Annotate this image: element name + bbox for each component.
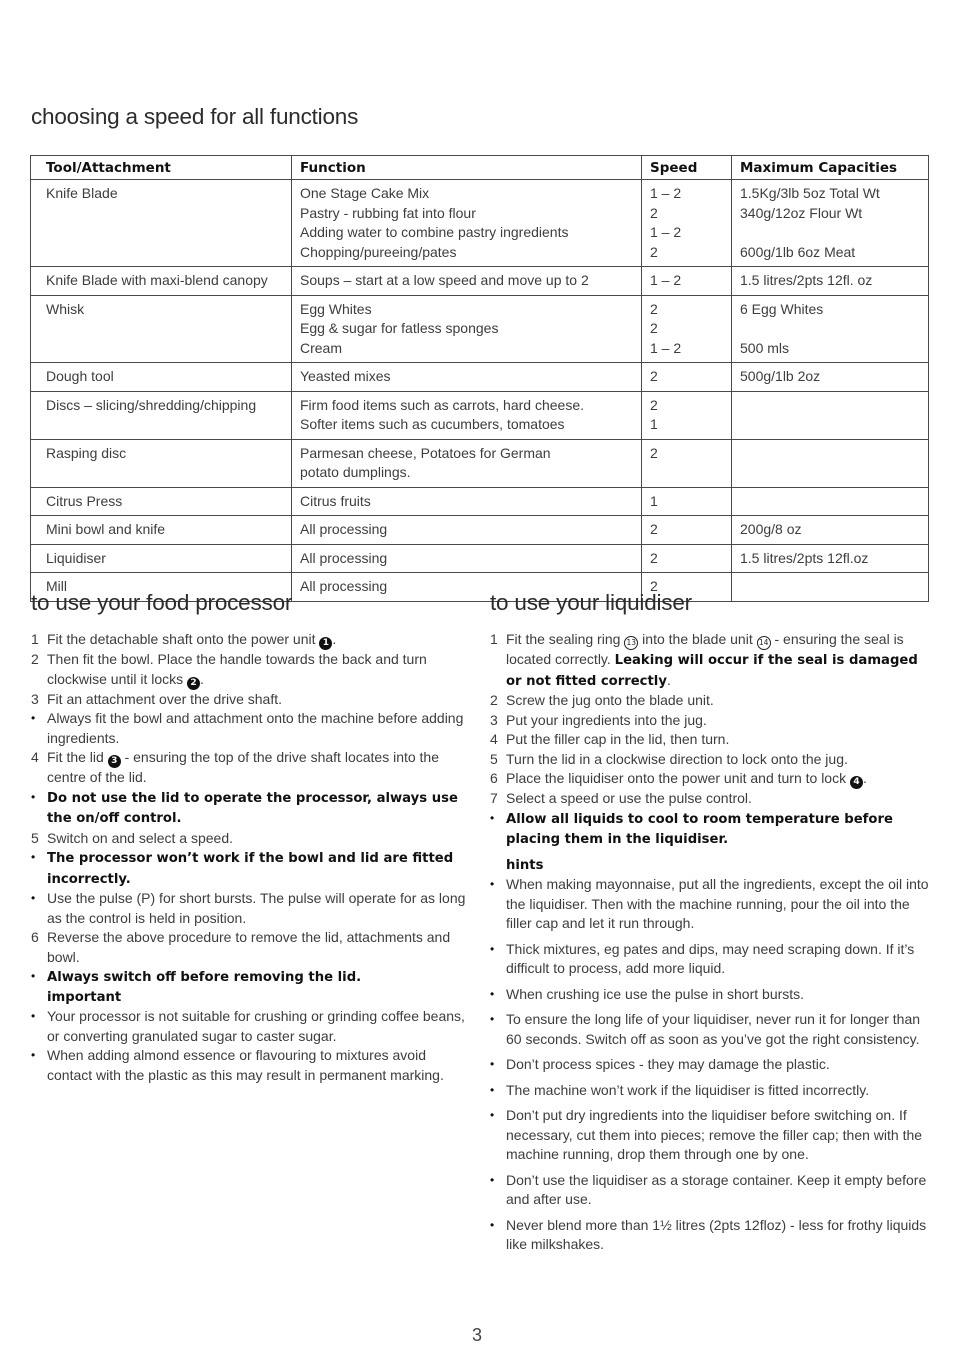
- item-text: [506, 712, 707, 728]
- cell-capacity-line: 1.5 litres/2pts 12fl.oz: [740, 549, 869, 566]
- bullet-item: [31, 788, 471, 829]
- table-header-row: [31, 156, 929, 180]
- step-number: 5: [490, 750, 498, 767]
- cell-speed: [642, 391, 732, 439]
- cell-function-line: Pastry - rubbing fat into flour: [300, 204, 476, 221]
- numbered-step: [31, 748, 471, 788]
- liquidiser-steps: [490, 630, 930, 1255]
- food-processor-section: [31, 590, 471, 1085]
- cell-tool: Dough tool: [31, 363, 292, 392]
- table-body: [31, 180, 929, 602]
- table-row: [31, 180, 929, 267]
- cell-capacity: [732, 267, 929, 296]
- cell-speed-line: 2: [650, 578, 658, 594]
- step-number: 3: [31, 690, 39, 707]
- text-fragment: To ensure the long life of your liquidiser, never run it for longer than 60 seconds. Switch off as soon as you’ve got the right consistency.: [506, 1011, 921, 1047]
- numbered-step: [31, 829, 471, 849]
- cell-speed: [642, 267, 732, 296]
- header-capacities: Maximum Capacities: [732, 156, 929, 180]
- text-fragment: Fit the sealing ring: [506, 631, 625, 647]
- bullet-marker: •: [31, 711, 36, 725]
- cell-speed: [642, 180, 732, 267]
- circled-number-icon: 3: [108, 755, 121, 768]
- text-fragment: .: [332, 631, 337, 647]
- table-row: [31, 516, 929, 545]
- item-text: [47, 651, 427, 687]
- cell-speed: [642, 544, 732, 573]
- text-fragment: The machine won’t work if the liquidiser is fitted incorrectly.: [506, 1081, 870, 1098]
- bullet-item: [31, 889, 471, 928]
- text-fragment: Fit an attachment over the drive shaft.: [47, 690, 283, 707]
- text-fragment: Place the liquidiser onto the power unit and turn to lock: [506, 770, 850, 786]
- item-text: [47, 851, 453, 887]
- text-fragment: Don’t put dry ingredients into the liquidiser before switching on. If necessary, cut them into pieces; remove the filler cap; then with the machine running, drop them through one by one.: [506, 1107, 923, 1162]
- step-number: 4: [490, 731, 498, 747]
- cell-function: [292, 295, 642, 363]
- bullet-marker: •: [490, 1108, 495, 1122]
- cell-function: [292, 391, 642, 439]
- table-row: [31, 267, 929, 296]
- circled-number-icon: 2: [187, 677, 200, 690]
- liquidiser-title: to use your liquidiser: [490, 590, 692, 615]
- text-fragment: - ensuring the top of the drive shaft locates into the centre of the lid.: [47, 749, 440, 785]
- bullet-marker: •: [490, 810, 495, 825]
- cell-function-line: Softer items such as cucumbers, tomatoes: [300, 416, 565, 432]
- item-text: [506, 751, 848, 767]
- cell-speed-line: 2: [650, 320, 658, 336]
- item-text: [47, 691, 282, 707]
- item-text: [506, 941, 914, 977]
- text-fragment: Don’t process spices - they may damage the plastic.: [506, 1056, 830, 1072]
- text-fragment: Allow all liquids to cool to room temperature before placing them in the liquidiser.: [506, 811, 893, 847]
- text-fragment: When making mayonnaise, put all the ingredients, except the oil into the liquidiser. Then with the machine running, pour the oil into the filler cap and let it run through.: [506, 876, 929, 931]
- cell-function: [292, 180, 642, 267]
- circled-number-icon: 1: [319, 637, 332, 650]
- cell-speed: [642, 516, 732, 545]
- bullet-marker: •: [31, 1009, 36, 1023]
- cell-tool: Knife Blade with maxi-blend canopy: [31, 267, 292, 296]
- circled-number-outline-icon: 14: [757, 636, 771, 650]
- cell-tool: Discs – slicing/shredding/chipping: [31, 391, 292, 439]
- cell-function-line: Egg & sugar for fatless sponges: [300, 320, 499, 336]
- text-fragment: Thick mixtures, eg pates and dips, may need scraping down. If it’s difficult to process, add more liquid.: [506, 940, 915, 976]
- cell-speed: [642, 487, 732, 516]
- cell-speed-line: 2: [650, 549, 658, 566]
- cell-tool: Whisk: [31, 295, 292, 363]
- cell-function: [292, 363, 642, 392]
- subheading: important: [47, 989, 122, 1005]
- cell-capacity-line: [740, 319, 920, 339]
- cell-tool: Citrus Press: [31, 487, 292, 516]
- cell-capacity-line: 6 Egg Whites: [740, 300, 824, 317]
- bullet-marker: •: [490, 1057, 495, 1071]
- bullet-item: [490, 985, 930, 1005]
- cell-speed: [642, 295, 732, 363]
- header-speed: Speed: [642, 156, 732, 180]
- cell-capacity: [732, 487, 929, 516]
- cell-speed-line: 2: [650, 300, 658, 317]
- speed-table: [30, 155, 929, 602]
- cell-speed-line: 2: [650, 243, 658, 260]
- bullet-marker: •: [490, 941, 495, 956]
- bullet-item: [490, 875, 930, 934]
- cell-capacity-line: 500 mls: [740, 339, 790, 356]
- numbered-step: [490, 750, 930, 770]
- bullet-marker: •: [490, 1217, 495, 1232]
- cell-speed-line: 2: [650, 204, 658, 221]
- item-text: [506, 1217, 926, 1253]
- cell-speed-line: 2: [650, 368, 658, 384]
- cell-speed: [642, 439, 732, 487]
- cell-tool: Liquidiser: [31, 544, 292, 573]
- page-number: 3: [471, 1325, 482, 1345]
- cell-capacity: [732, 439, 929, 487]
- numbered-step: [31, 690, 471, 710]
- cell-tool: Mill: [31, 573, 292, 602]
- cell-capacity: [732, 295, 929, 363]
- cell-function-line: Adding water to combine pastry ingredients: [300, 224, 569, 240]
- food-processor-title: to use your food processor: [31, 590, 293, 615]
- text-fragment: Reverse the above procedure to remove the lid, attachments and bowl.: [47, 929, 451, 965]
- item-text: [47, 830, 233, 846]
- cell-speed-line: 1: [650, 416, 658, 432]
- step-number: 3: [490, 711, 498, 728]
- cell-tool: Knife Blade: [31, 180, 292, 267]
- bullet-item: [490, 1055, 930, 1075]
- numbered-step: [490, 789, 930, 809]
- cell-function: [292, 487, 642, 516]
- table-row: [31, 391, 929, 439]
- item-text: [506, 876, 929, 931]
- bullet-marker: •: [31, 1048, 36, 1062]
- cell-function: [292, 267, 642, 296]
- numbered-step: [490, 630, 930, 691]
- bullet-marker: •: [490, 986, 495, 1001]
- bullet-item: [490, 1216, 930, 1255]
- table-row: [31, 544, 929, 573]
- bullet-item: [31, 709, 471, 748]
- subheading: hints: [506, 857, 544, 873]
- cell-speed-line: 1 – 2: [650, 272, 682, 288]
- table-row: [31, 487, 929, 516]
- item-text: [506, 986, 804, 1002]
- text-fragment: Switch on and select a speed.: [47, 829, 234, 846]
- text-fragment: Screw the jug onto the blade unit.: [506, 692, 714, 708]
- cell-speed-line: 2: [650, 396, 658, 413]
- text-fragment: .: [862, 770, 867, 786]
- item-text: [506, 1056, 830, 1072]
- bullet-marker: •: [490, 1172, 495, 1187]
- item-text: [47, 929, 450, 965]
- bullet-item: [490, 1171, 930, 1210]
- text-fragment: Put your ingredients into the jug.: [506, 711, 707, 728]
- text-fragment: Put the filler cap in the lid, then turn.: [506, 731, 730, 747]
- header-function: Function: [292, 156, 642, 180]
- bullet-marker: •: [31, 969, 36, 983]
- cell-function: [292, 544, 642, 573]
- header-tool: Tool/Attachment: [31, 156, 292, 180]
- food-processor-steps: [31, 630, 471, 1085]
- numbered-step: [31, 650, 471, 690]
- numbered-step: [31, 928, 471, 967]
- step-number: 7: [490, 790, 498, 806]
- text-fragment: - ensuring the seal is located correctly.: [506, 631, 904, 667]
- cell-capacity: [732, 391, 929, 439]
- bullet-item: [490, 1106, 930, 1165]
- item-text: [47, 970, 361, 985]
- circled-number-icon: 4: [850, 776, 863, 789]
- step-number: 5: [31, 829, 39, 846]
- bullet-marker: •: [490, 1082, 495, 1097]
- bullet-item: [31, 1046, 471, 1085]
- step-number: 2: [31, 651, 39, 667]
- numbered-step: [490, 769, 930, 789]
- item-text: [47, 791, 458, 827]
- item-text: [47, 749, 439, 785]
- cell-speed-line: 1 – 2: [650, 339, 682, 356]
- table-row: [31, 295, 929, 363]
- cell-function-line: Egg Whites: [300, 300, 372, 317]
- bullet-item: [490, 809, 930, 850]
- bullet-item: [31, 848, 471, 889]
- numbered-step: [490, 730, 930, 750]
- step-number: 1: [490, 631, 498, 647]
- cell-speed: [642, 363, 732, 392]
- item-text: [506, 731, 729, 747]
- cell-tool: Rasping disc: [31, 439, 292, 487]
- text-fragment: When crushing ice use the pulse in short bursts.: [506, 985, 805, 1002]
- cell-function: [292, 516, 642, 545]
- step-number: 6: [31, 929, 39, 945]
- cell-speed-line: 1: [650, 492, 658, 509]
- cell-function-line: Firm food items such as carrots, hard cheese.: [300, 396, 584, 413]
- table-row: [31, 439, 929, 487]
- bullet-item: [31, 1007, 471, 1046]
- bullet-marker: •: [31, 891, 36, 905]
- item-text: [506, 631, 918, 688]
- cell-function-line: All processing: [300, 549, 388, 566]
- bullet-item: [31, 967, 471, 988]
- cell-capacity-line: 500g/1lb 2oz: [740, 368, 821, 384]
- page-title: choosing a speed for all functions: [31, 104, 359, 129]
- item-text: [506, 692, 714, 708]
- cell-capacity: [732, 544, 929, 573]
- bullet-marker: •: [490, 877, 495, 891]
- cell-capacity-line: 200g/8 oz: [740, 521, 802, 537]
- item-text: [506, 1011, 920, 1047]
- numbered-step: [490, 691, 930, 711]
- text-fragment: When adding almond essence or flavouring to mixtures avoid contact with the plastic as this may result in permanent marking.: [47, 1047, 444, 1083]
- text-fragment: Select a speed or use the pulse control.: [506, 790, 752, 806]
- step-number: 4: [31, 749, 39, 765]
- cell-capacity: [732, 516, 929, 545]
- cell-function-line: Parmesan cheese, Potatoes for German: [300, 444, 551, 461]
- cell-function-line: All processing: [300, 521, 388, 537]
- text-fragment: Don’t use the liquidiser as a storage container. Keep it empty before and after use.: [506, 1171, 927, 1207]
- cell-function-line: potato dumplings.: [300, 464, 411, 480]
- item-text: [47, 631, 336, 647]
- circled-number-outline-icon: 13: [624, 636, 638, 650]
- cell-capacity: [732, 180, 929, 267]
- text-fragment: Always fit the bowl and attachment onto the machine before adding ingredients.: [47, 710, 464, 746]
- cell-function-line: One Stage Cake Mix: [300, 185, 430, 201]
- text-fragment: .: [200, 670, 204, 687]
- bullet-item: [490, 940, 930, 979]
- item-text: [506, 1172, 926, 1208]
- cell-function: [292, 439, 642, 487]
- step-number: 6: [490, 770, 498, 786]
- cell-capacity-line: [740, 223, 920, 243]
- cell-function-line: Soups – start at a low speed and move up to 2: [300, 272, 589, 288]
- numbered-step: [31, 630, 471, 650]
- text-fragment: Fit the lid: [47, 749, 108, 765]
- text-fragment: Fit the detachable shaft onto the power unit: [47, 631, 320, 647]
- cell-speed-line: 1 – 2: [650, 185, 682, 201]
- bullet-marker: •: [490, 1012, 495, 1026]
- text-fragment: Turn the lid in a clockwise direction to lock onto the jug.: [506, 750, 848, 767]
- cell-function-line: Cream: [300, 339, 343, 356]
- bold-fragment: Leaking will occur if the seal is damaged or not fitted correctly: [506, 653, 918, 689]
- item-text: [506, 1107, 922, 1162]
- cell-capacity-line: 340g/12oz Flour Wt: [740, 204, 863, 221]
- text-fragment: Never blend more than 1½ litres (2pts 12floz) - less for frothy liquids like milkshakes.: [506, 1216, 927, 1252]
- text-fragment: The processor won’t work if the bowl and lid are fitted incorrectly.: [47, 851, 454, 887]
- text-fragment: .: [666, 671, 671, 688]
- item-text: [47, 710, 463, 746]
- cell-capacity-line: 1.5 litres/2pts 12fl. oz: [740, 272, 873, 288]
- liquidiser-section: [490, 590, 930, 1255]
- item-text: [506, 770, 867, 786]
- step-number: 2: [490, 692, 498, 708]
- numbered-step: [490, 711, 930, 731]
- cell-function-line: All processing: [300, 578, 388, 594]
- bullet-marker: •: [31, 789, 36, 804]
- cell-speed-line: 2: [650, 444, 658, 461]
- text-fragment: Do not use the lid to operate the processor, always use the on/off control.: [47, 790, 458, 826]
- step-number: 1: [31, 631, 39, 647]
- item-text: [506, 1082, 869, 1098]
- text-fragment: Your processor is not suitable for crushing or grinding coffee beans, or converting granulated sugar to caster sugar.: [47, 1008, 465, 1044]
- table-row: [31, 363, 929, 392]
- item-text: [47, 1008, 465, 1044]
- cell-capacity-line: 1.5Kg/3lb 5oz Total Wt: [740, 185, 880, 201]
- cell-function-line: Yeasted mixes: [300, 368, 391, 384]
- text-fragment: Then fit the bowl. Place the handle towards the back and turn clockwise until it locks: [47, 651, 427, 687]
- item-text: [506, 812, 893, 848]
- cell-function-line: Citrus fruits: [300, 492, 371, 509]
- cell-speed-line: 1 – 2: [650, 224, 682, 240]
- cell-speed-line: 2: [650, 521, 658, 537]
- text-fragment: Use the pulse (P) for short bursts. The pulse will operate for as long as the control is held in position.: [47, 890, 466, 926]
- bullet-item: [490, 1081, 930, 1101]
- bullet-item: [490, 1010, 930, 1049]
- bullet-marker: •: [31, 850, 36, 864]
- text-fragment: into the blade unit: [638, 631, 757, 647]
- cell-capacity-line: 600g/1lb 6oz Meat: [740, 243, 856, 260]
- cell-function-line: Chopping/pureeing/pates: [300, 243, 457, 260]
- cell-capacity: [732, 363, 929, 392]
- item-text: [506, 790, 752, 806]
- item-text: [47, 1047, 444, 1083]
- item-text: [47, 890, 465, 926]
- cell-tool: Mini bowl and knife: [31, 516, 292, 545]
- text-fragment: Always switch off before removing the lid.: [47, 970, 362, 985]
